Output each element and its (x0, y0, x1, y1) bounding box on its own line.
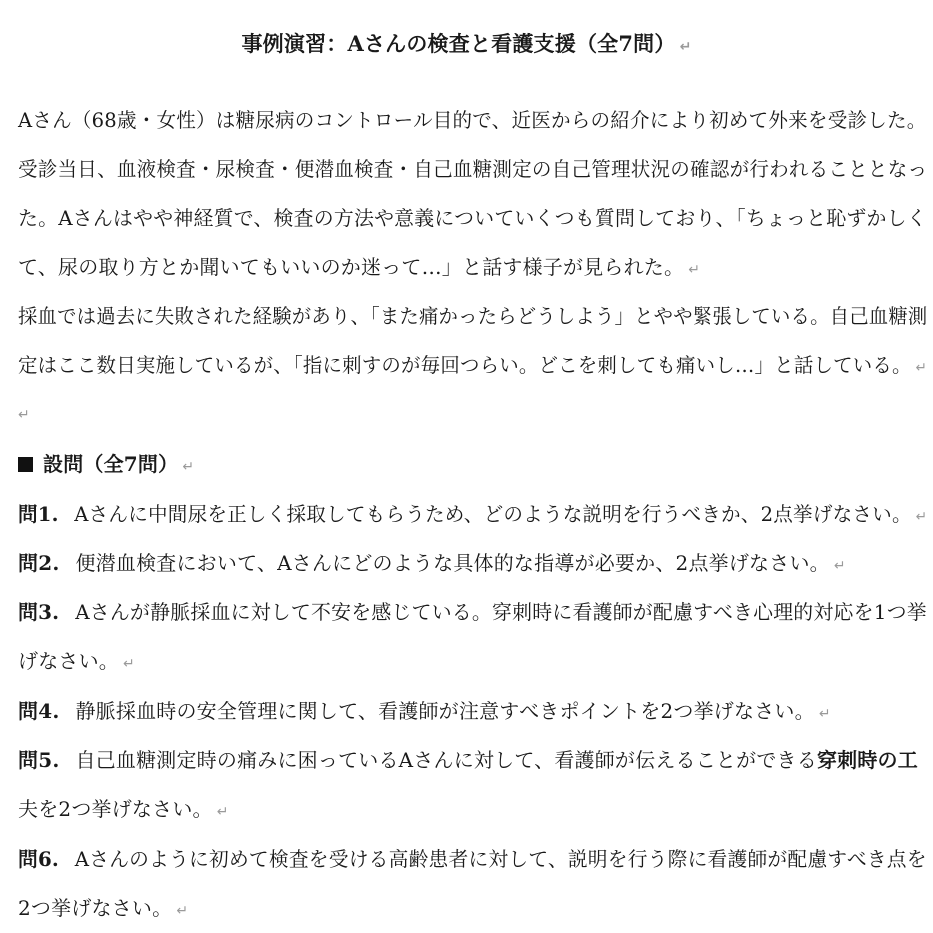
square-bullet-icon (18, 457, 33, 472)
case-text: 定はここ数日実施しているが、「指に刺すのが毎回つらい。どこを刺しても痛いし…」と話している。 (18, 353, 912, 377)
question-text: 夫を2つ挙げなさい。 (18, 797, 213, 821)
question-text: Aさんのように初めて検査を受ける高齢患者に対して、説明を行う際に看護師が配慮すべき点を (74, 847, 927, 871)
section-heading (18, 450, 194, 481)
paragraph-mark: ↵ (833, 558, 846, 574)
empty-line (18, 398, 30, 429)
question-text: 便潜血検査において、Aさんにどのような具体的な指導が必要か、2点挙げなさい。 (75, 551, 830, 575)
case-text: て、尿の取り方とか聞いてもいいのか迷って…」と話す様子が見られた。 (18, 255, 685, 279)
case-line (18, 106, 927, 134)
question-6 (18, 845, 927, 873)
case-text: た。Aさんはやや神経質で、検査の方法や意義についていくつも質問しており、「ちょっと恥ずかしく (18, 206, 927, 230)
question-text-emphasis: 穿刺時の工 (816, 748, 918, 772)
question-text: げなさい。 (18, 649, 119, 673)
paragraph-mark: ↵ (679, 39, 692, 55)
paragraph-mark: ↵ (818, 706, 831, 722)
paragraph-mark: ↵ (176, 903, 189, 919)
question-text: 自己血糖測定時の痛みに困っているAさんに対して、看護師が伝えることができる (75, 748, 817, 772)
paragraph-mark: ↵ (123, 656, 135, 672)
question-text: 静脈採血時の安全管理に関して、看護師が注意すべきポイントを2つ挙げなさい。 (75, 699, 815, 723)
case-line (18, 204, 927, 232)
question-5-continued (18, 795, 229, 826)
paragraph-mark: ↵ (915, 360, 928, 376)
question-3-continued (18, 647, 135, 678)
section-heading-text: 設問（全7問） (43, 452, 179, 476)
title-text: 事例演習：Aさんの検査と看護支援（全7問） (241, 31, 676, 56)
document-title (0, 30, 933, 61)
question-4 (18, 697, 831, 728)
question-number: 問1. (18, 502, 59, 526)
paragraph-mark: ↵ (216, 804, 229, 820)
question-1 (18, 500, 927, 531)
question-number: 問4. (18, 699, 60, 723)
paragraph-mark: ↵ (688, 262, 701, 278)
question-text: Aさんが静脈採血に対して不安を感じている。穿刺時に看護師が配慮すべき心理的対応を1つ挙 (75, 600, 927, 624)
question-number: 問3. (18, 600, 60, 624)
case-line (18, 253, 700, 284)
case-text: 採血では過去に失敗された経験があり、「また痛かったらどうしよう」とやや緊張している。自己血糖測 (18, 304, 928, 328)
paragraph-mark: ↵ (18, 407, 30, 423)
question-3 (18, 598, 927, 626)
question-2 (18, 549, 846, 580)
case-line (18, 155, 927, 183)
case-text: 受診当日、血液検査・尿検査・便潜血検査・自己血糖測定の自己管理状況の確認が行われることとなっ (18, 157, 928, 181)
question-5 (18, 746, 918, 774)
case-line (18, 351, 927, 382)
question-number: 問2. (18, 551, 60, 575)
case-line (18, 302, 927, 330)
question-text: Aさんに中間尿を正しく採取してもらうため、どのような説明を行うべきか、2点挙げなさい。 (74, 502, 912, 526)
case-text: Aさん（68歳・女性）は糖尿病のコントロール目的で、近医からの紹介により初めて外来を受診した。 (18, 108, 927, 132)
question-number: 問6. (18, 847, 59, 871)
paragraph-mark: ↵ (182, 459, 195, 475)
paragraph-mark: ↵ (915, 509, 928, 525)
question-text: 2つ挙げなさい。 (18, 896, 173, 920)
question-number: 問5. (18, 748, 60, 772)
question-6-continued (18, 894, 188, 925)
